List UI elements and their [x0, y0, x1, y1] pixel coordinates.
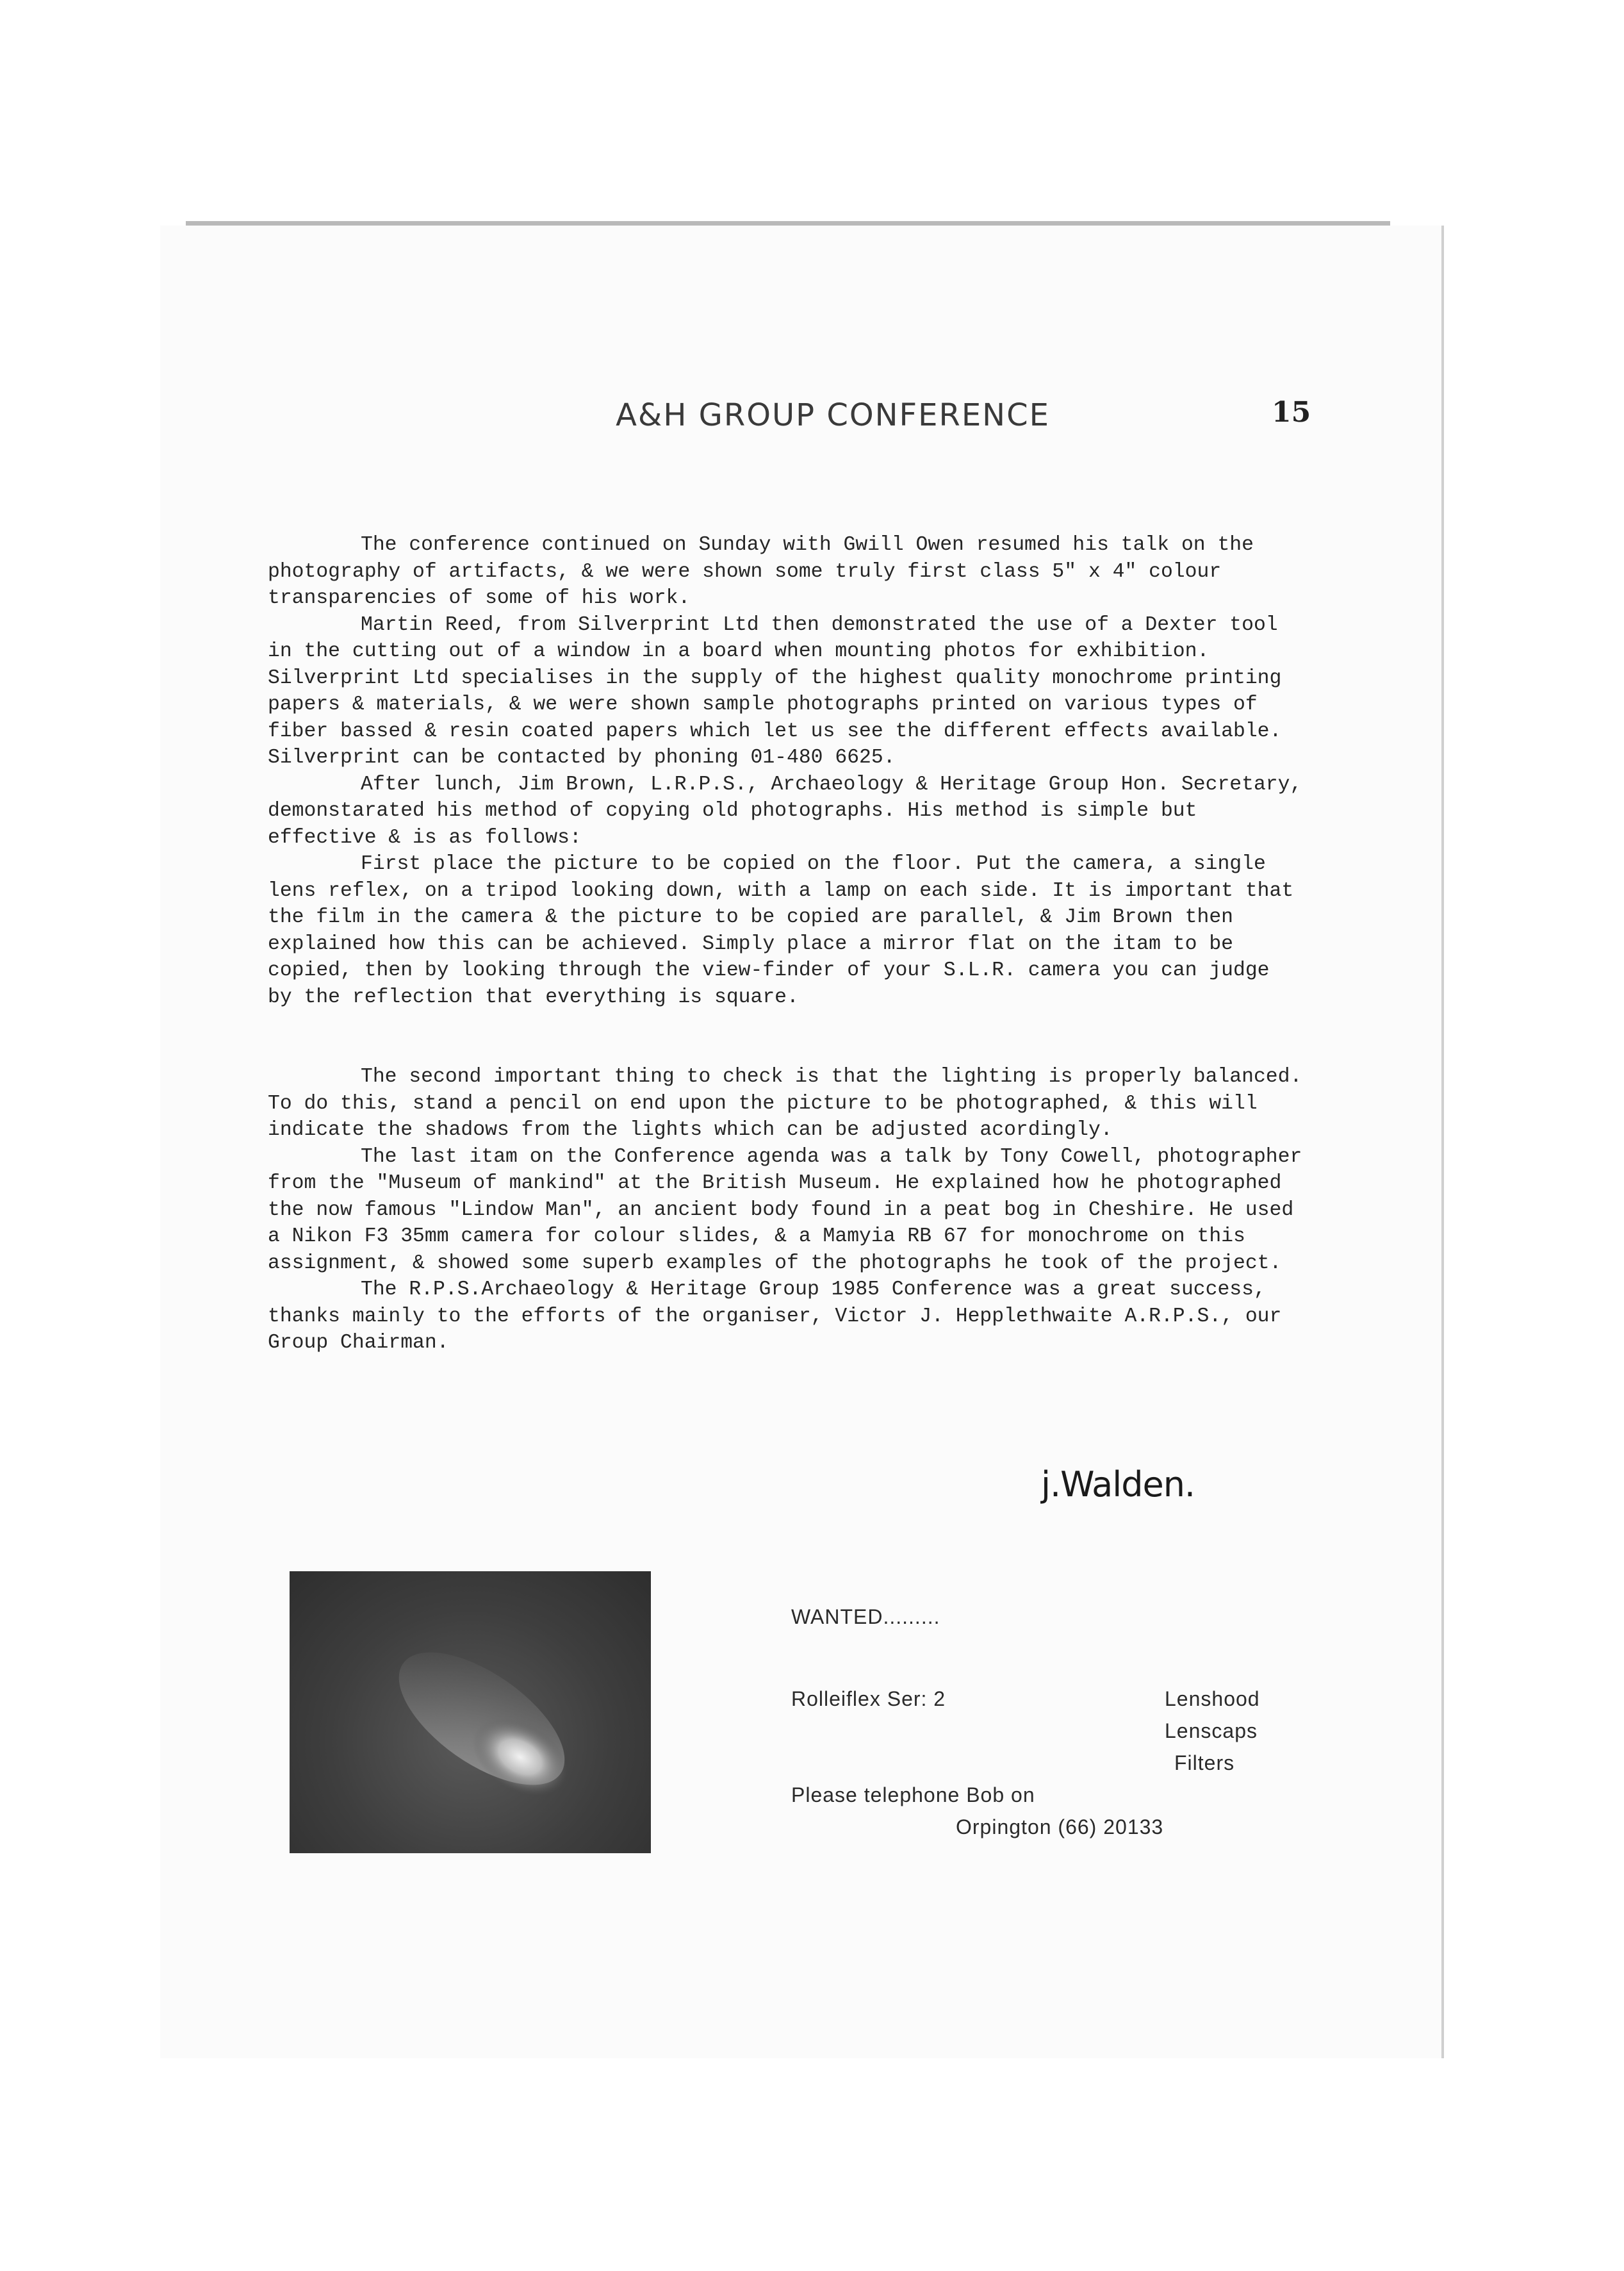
- contact-line: Please telephone Bob on: [791, 1783, 1035, 1806]
- paragraph-lindow-man: The last itam on the Conference agenda was a talk by Tony Cowell, photographer from the "Museum of mankind" at the British Museum. He explained how he photographed the now famous "Lindow Man", an ancient body found in a peat bog in Cheshire. He used a Nikon F3 35mm camera for colour slides, & a Mamyia RB 67 for monochrome on this assignment, & showed some superb examples of the photographs he took of the project.: [268, 1145, 1302, 1275]
- author-signature: j.Walden.: [1041, 1464, 1195, 1505]
- wanted-item: Rolleiflex Ser: 2: [791, 1687, 946, 1710]
- contact-phone: Orpington (66) 20133: [956, 1815, 1164, 1838]
- wanted-title: WANTED.........: [791, 1605, 940, 1628]
- comet-photograph: [290, 1571, 651, 1853]
- accessory-filters: Filters: [1174, 1751, 1235, 1774]
- page-number: 15: [1272, 396, 1311, 429]
- wanted-advertisement: [791, 1605, 1278, 1862]
- accessory-lenshood: Lenshood: [1165, 1687, 1260, 1710]
- article-body: [268, 532, 1306, 1357]
- page-heading: A&H GROUP CONFERENCE: [616, 397, 1050, 433]
- paragraph-conclusion: The R.P.S.Archaeology & Heritage Group 1985 Conference was a great success, thanks mainly to the efforts of the organiser, Victor J. Hepplethwaite A.R.P.S., our Group Chairman.: [268, 1278, 1282, 1354]
- paragraph-lighting: The second important thing to check is that the lighting is properly balanced. To do this, stand a pencil on end upon the picture to be photographed, & this will indicate the shadows from the lights which can be adjusted acordingly.: [268, 1066, 1302, 1141]
- paragraph-sunday-session: The conference continued on Sunday with Gwill Owen resumed his talk on the photography of artifacts, & we were shown some truly first class 5" x 4" colour transparencies of some of his work.: [268, 534, 1254, 609]
- accessory-lenscaps: Lenscaps: [1165, 1719, 1258, 1742]
- paragraph-copying-steps: First place the picture to be copied on the floor. Put the camera, a single lens reflex, on a tripod looking down, with a lamp on each side. It is important that the film in the camera & the picture to be copied are parallel, & Jim Brown then explained how this can be achieved. Simply place a mirror flat on the itam to be copied, then by looking through the view-finder of your S.L.R. camera you can judge by the reflection that everything is square.: [268, 853, 1294, 1009]
- paragraph-silverprint: Martin Reed, from Silverprint Ltd then demonstrated the use of a Dexter tool in the cutting out of a window in a board when mounting photos for exhibition. Silverprint Ltd specialises in the supply of the highest quality monochrome printing papers & materials, & we were shown sample photographs printed on various types of fiber bassed & resin coated papers which let us see the different effects available. Silverprint can be contacted by phoning 01-480 6625.: [268, 613, 1282, 769]
- paragraph-copying-method: After lunch, Jim Brown, L.R.P.S., Archaeology & Heritage Group Hon. Secretary, demonstarated his method of copying old photographs. His method is simple but effective & is as follows:: [268, 773, 1302, 849]
